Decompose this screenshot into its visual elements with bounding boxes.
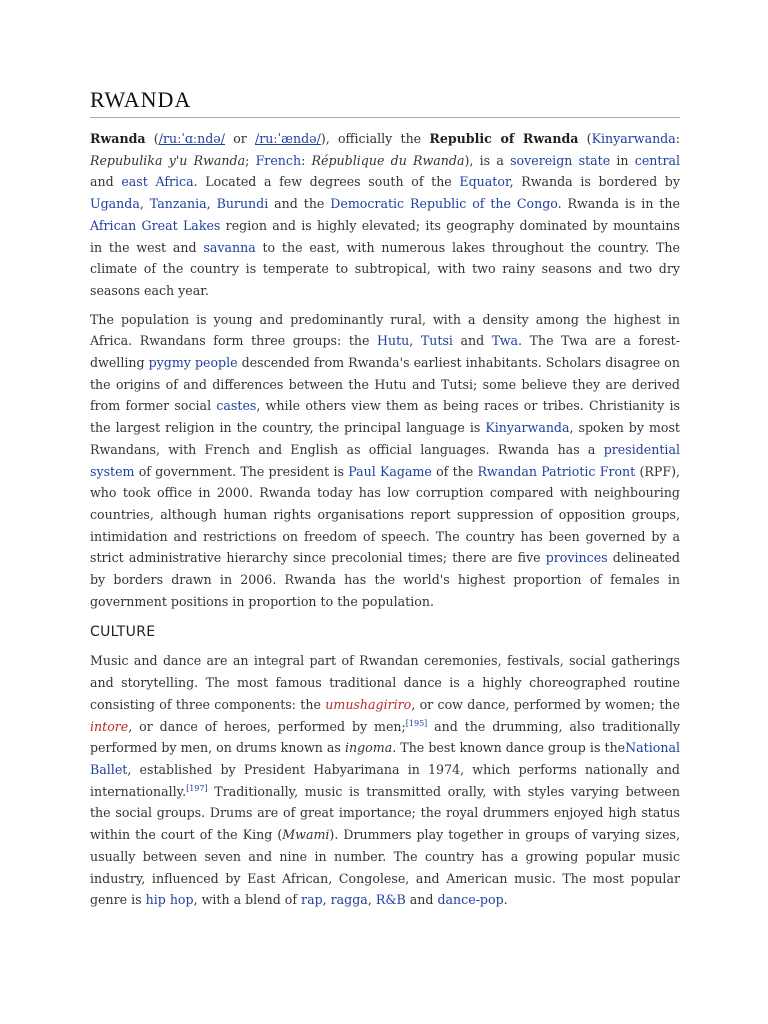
rwanda-bold-term: Rwanda	[90, 131, 146, 146]
presidential-system-link[interactable]: presidential system	[90, 441, 680, 479]
text-run: and	[405, 892, 438, 908]
hip-hop-link[interactable]: hip hop	[145, 892, 194, 908]
french-link[interactable]: French	[255, 152, 302, 168]
text-run: .	[503, 892, 508, 908]
text-run: to the east, with numerous lakes throughout the country. The climate of the country is temperate to subtropical, with two rainy seasons and two dry seasons each year.	[90, 239, 680, 298]
population-paragraph	[90, 309, 680, 613]
equator-link[interactable]: Equator	[459, 174, 510, 190]
kinyarwanda-name: Repubulika y'u Rwanda	[90, 152, 246, 168]
french-name: République du Rwanda	[311, 152, 465, 168]
castes-link[interactable]: castes	[216, 398, 257, 414]
ipa-link-2[interactable]: /ruːˈændə/	[255, 131, 321, 146]
text-run: ,	[206, 196, 217, 212]
text-run: ;	[245, 152, 256, 168]
dance-pop-link[interactable]: dance-pop	[437, 892, 504, 908]
rap-link[interactable]: rap	[301, 892, 323, 908]
text-run: , with a blend of	[193, 892, 302, 908]
text-run: . Rwanda is in the	[557, 196, 680, 212]
text-run: Music and dance are an integral part of Rwandan ceremonies, festivals, social gatherings and storytelling. The most famous traditional dance is a highly choreographed routine consisting of three components: the	[90, 653, 680, 712]
twa-link[interactable]: Twa	[491, 333, 518, 349]
citation-ref-195[interactable]: [195]	[405, 718, 428, 728]
savanna-link[interactable]: savanna	[203, 239, 256, 255]
text-run: The population is young and predominantly rural, with a density among the highest in Africa. Rwandans form three groups: the	[90, 311, 680, 349]
text-run: of government. The president is	[134, 463, 349, 479]
text-run: ,	[139, 196, 150, 212]
intore-link[interactable]: intore	[90, 718, 129, 734]
ragga-link[interactable]: ragga	[330, 892, 368, 908]
pygmy-people-link[interactable]: pygmy people	[148, 355, 238, 371]
text-run: of the	[431, 463, 478, 479]
burundi-link[interactable]: Burundi	[216, 196, 269, 212]
text-run: , Rwanda is bordered by	[509, 174, 680, 190]
text-run: , or cow dance, performed by women; the	[411, 696, 680, 712]
ipa-link-1[interactable]: /ruːˈɑːndə/	[158, 131, 225, 146]
text-run: . The Twa are a forest-dwelling	[90, 333, 681, 371]
sovereign-state-link[interactable]: sovereign state	[510, 152, 611, 168]
rnb-link[interactable]: R&B	[375, 892, 406, 908]
rpf-link[interactable]: Rwandan Patriotic Front	[477, 463, 636, 479]
text-run: ,	[409, 333, 421, 349]
text-run: , established by President Habyarimana in 1974, which performs nationally and internationally.	[90, 761, 680, 799]
culture-heading: CULTURE	[90, 624, 156, 641]
text-run: (	[578, 131, 592, 146]
uganda-link[interactable]: Uganda	[90, 196, 140, 212]
kinyarwanda-link[interactable]: Kinyarwanda	[591, 131, 676, 146]
text-run: . The best known dance group is the	[392, 740, 626, 756]
text-run: ,	[322, 892, 331, 908]
text-run: (RPF), who took office in 2000. Rwanda today has low corruption compared with neighbouring countries, although human rights organisations report suppression of opposition groups, intimidation and restrictions on freedom of speech. The country has been governed by a strict administrative hierarchy since precolonial times; there are five	[90, 463, 680, 566]
intro-paragraph	[90, 128, 680, 302]
text-run: or	[225, 131, 256, 146]
paul-kagame-link[interactable]: Paul Kagame	[348, 463, 432, 479]
text-run: ). Drummers play together in groups of varying sizes, usually between seven and nine in number. The country has a growing popular music industry, influenced by East African, Congolese, and American music. The most popular genre is	[90, 827, 680, 908]
text-run: ), officially the	[320, 131, 430, 146]
republic-of-rwanda-bold-term: Republic of Rwanda	[429, 131, 579, 146]
culture-paragraph	[90, 650, 680, 910]
text-run: ), is a	[464, 152, 511, 168]
text-run: and the	[268, 196, 331, 212]
text-run: (	[145, 131, 159, 146]
citation-ref-197[interactable]: [197]	[186, 783, 208, 793]
text-run: , while others view them as being races or tribes. Christianity is the largest religion in the country, the principal language is	[90, 398, 680, 436]
text-run: , or dance of heroes, performed by men;	[128, 718, 406, 734]
text-run: in	[610, 152, 635, 168]
umushagiriro-link[interactable]: umushagiriro	[325, 696, 412, 712]
great-lakes-link[interactable]: African Great Lakes	[90, 217, 221, 233]
mwami-term: Mwami	[282, 827, 330, 843]
text-run: descended from Rwanda's earliest inhabitants. Scholars disagree on the origins of and differences between the Hutu and Tutsi; some believe they are derived from former social	[90, 355, 681, 414]
text-run: delineated by borders drawn in 2006. Rwanda has the world's highest proportion of females in government positions in proportion to the population.	[90, 550, 680, 609]
text-run: ,	[367, 892, 376, 908]
text-run: . Located a few degrees south of the	[193, 174, 460, 190]
hutu-link[interactable]: Hutu	[377, 333, 410, 349]
central-africa-link[interactable]: central	[634, 152, 680, 168]
text-run: , spoken by most Rwandans, with French and English as official languages. Rwanda has a	[90, 420, 680, 457]
text-run: :	[301, 152, 312, 168]
kinyarwanda-language-link[interactable]: Kinyarwanda	[485, 420, 570, 436]
ingoma-term: ingoma	[344, 740, 393, 756]
text-run: Traditionally, music is transmitted orally, with styles varying between the social groups. Drums are of great importance; the royal drummers enjoyed high status within the court of the King (	[90, 783, 680, 843]
national-ballet-link[interactable]: National Ballet	[90, 740, 680, 777]
text-run: and the drumming, also traditionally performed by men, on drums known as	[90, 718, 681, 756]
tanzania-link[interactable]: Tanzania	[149, 196, 207, 212]
text-run: :	[675, 131, 681, 146]
text-run: and	[452, 333, 492, 349]
east-africa-link[interactable]: east Africa	[121, 174, 194, 190]
text-run: and	[90, 174, 122, 190]
text-run: region and is highly elevated; its geography dominated by mountains in the west and	[90, 217, 680, 255]
page-title: RWANDA	[90, 86, 680, 118]
provinces-link[interactable]: provinces	[545, 550, 608, 566]
tutsi-link[interactable]: Tutsi	[420, 333, 453, 349]
drc-link[interactable]: Democratic Republic of the Congo	[330, 196, 558, 212]
